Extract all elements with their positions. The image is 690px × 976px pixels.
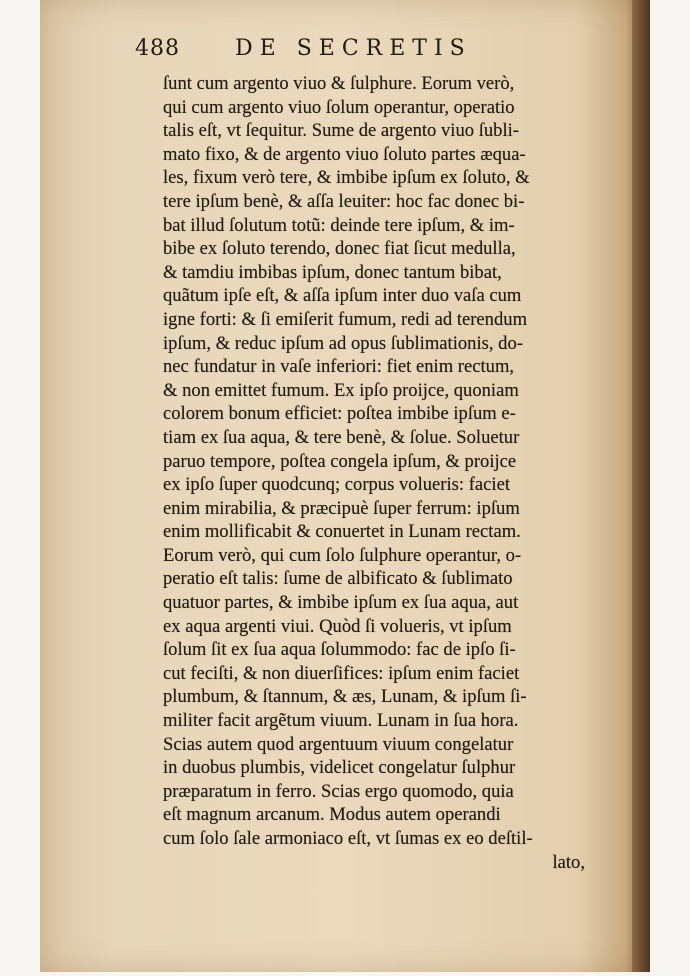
text-line: plumbum, & ſtannum, & æs, Lunam, & ipſum ſi- — [163, 686, 527, 708]
text-line: colorem bonum efficiet: poſtea imbibe ipſum e- — [163, 403, 516, 425]
text-line: ſunt cum argento viuo & ſulphure. Eorum verò, — [163, 73, 515, 94]
text-line: ex ipſo ſuper quodcunq; corpus volueris: faciet — [163, 474, 510, 496]
text-line: Eorum verò, qui cum ſolo ſulphure operantur, o- — [163, 544, 522, 566]
text-line: igne forti: & ſi emiſerit fumum, redi ad terendum — [163, 308, 528, 330]
text-line: cum ſolo ſale armoniaco eſt, vt ſumas ex eo deſtil- — [163, 828, 533, 849]
text-line: ipſum, & reduc ipſum ad opus ſublimationis, do- — [163, 332, 523, 354]
text-line: enim mollificabit & conuertet in Lunam rectam. — [163, 521, 521, 543]
text-line: bat illud ſolutum totũ: deinde tere ipſum, & im- — [163, 214, 515, 236]
text-line: quãtum ipſe eſt, & aſſa ipſum inter duo vaſa cum — [163, 285, 522, 307]
text-line: militer facit argẽtum viuum. Lunam in ſua hora. — [163, 710, 519, 732]
body-text — [163, 72, 615, 874]
text-line: & tamdiu imbibas ipſum, donec tantum bibat, — [163, 261, 502, 283]
text-line: quatuor partes, & imbibe ipſum ex ſua aqua, aut — [163, 592, 519, 614]
text-line: mato fixo, & de argento viuo ſoluto partes æqua- — [163, 143, 526, 165]
text-line: lato, — [552, 851, 585, 873]
text-line: in duobus plumbis, videlicet congelatur ſulphur — [163, 757, 516, 779]
text-line: les, fixum verò tere, & imbibe ipſum ex ſoluto, & — [163, 167, 530, 189]
text-line: talis eſt, vt ſequitur. Sume de argento viuo ſubli- — [163, 120, 519, 142]
page-header — [135, 34, 545, 70]
text-line: paruo tempore, poſtea congela ipſum, & proijce — [163, 450, 517, 472]
text-line: tiam ex ſua aqua, & tere benè, & ſolue. Soluetur — [163, 426, 520, 448]
text-line: cut feciſti, & non diuerſifices: ipſum enim faciet — [163, 662, 520, 684]
text-line: eſt magnum arcanum. Modus autem operandi — [163, 804, 501, 826]
text-line: bibe ex ſoluto terendo, donec fiat ſicut medulla, — [163, 238, 516, 260]
text-line: enim mirabilia, & præcipuè ſuper ferrum: ipſum — [163, 497, 520, 519]
page-gutter — [632, 0, 650, 972]
text-line: tere ipſum benè, & aſſa leuiter: hoc fac donec bi- — [163, 190, 525, 212]
text-line: ex aqua argenti viui. Quòd ſi volueris, vt ipſum — [163, 615, 512, 637]
text-line: nec fundatur in vaſe inferiori: fiet enim rectum, — [163, 356, 515, 378]
text-line: Scias autem quod argentuum viuum congelatur — [163, 733, 514, 755]
text-line: ſolum ſit ex ſua aqua ſolummodo: fac de ipſo ſi- — [163, 639, 516, 661]
text-line: præparatum in ferro. Scias ergo quomodo, quia — [163, 780, 514, 802]
text-line: peratio eſt talis: ſume de albificato & ſublimato — [163, 568, 513, 590]
folio-number: 488 — [135, 36, 180, 61]
text-line: qui cum argento viuo ſolum operantur, operatio — [163, 96, 515, 118]
running-head: DE SECRETIS — [235, 36, 472, 61]
text-line: & non emittet fumum. Ex ipſo proijce, quoniam — [163, 379, 519, 401]
